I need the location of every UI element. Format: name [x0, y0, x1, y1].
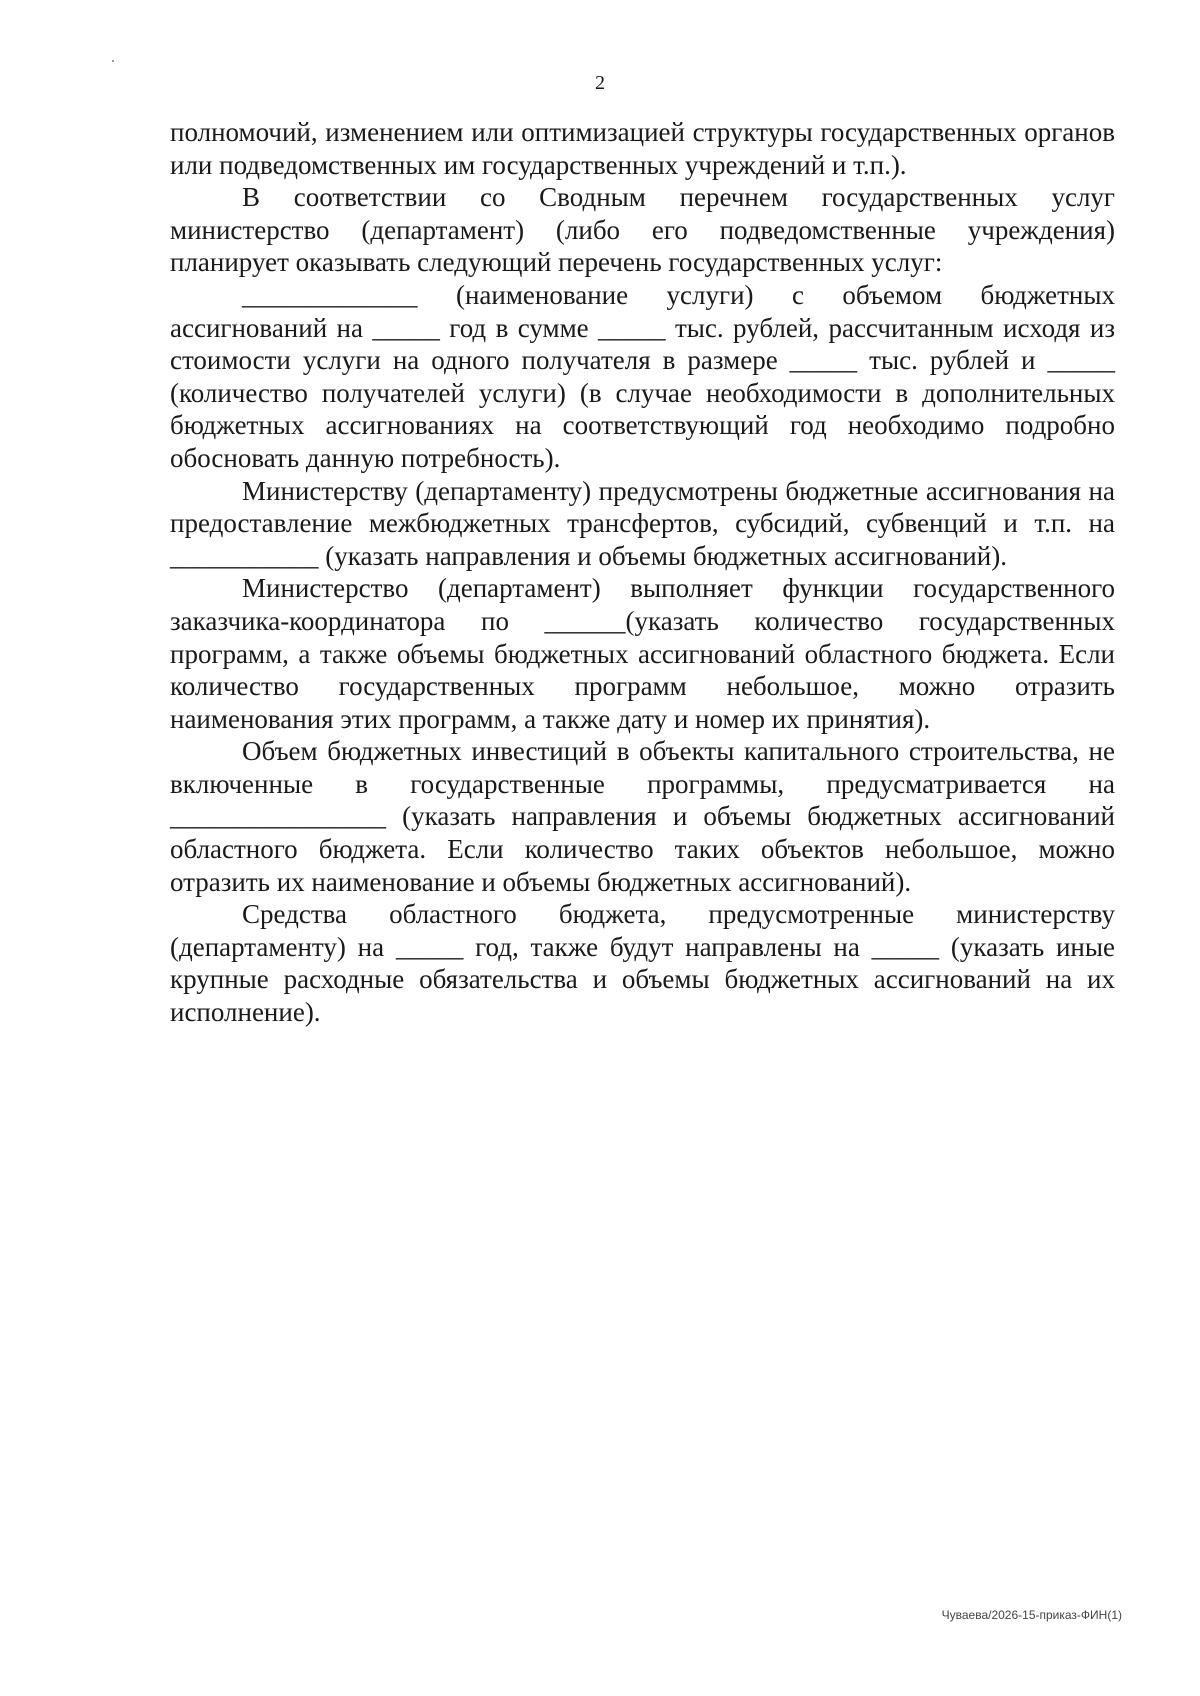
paragraph-interbudget-transfers: Министерству (департаменту) предусмотрены бюджетные ассигнования на предоставление межбюджетных трансфертов, субсидий, субвенций и т.п. на ___________ (указать направления и объемы бюджетных ассигнований).: [170, 475, 1115, 571]
paragraph-other-obligations: Средства областного бюджета, предусмотренные министерству (департаменту) на _____ год, также будут направлены на _____ (указать иные крупные расходные обязательства и объемы бюджетных ассигнований на их исполнение).: [170, 899, 1115, 1028]
page-number: 2: [595, 72, 605, 94]
document-body: [170, 116, 1115, 1029]
paragraph-services-list-intro: В соответствии со Сводным перечнем государственных услуг министерство (департамент) (либо его подведомственные учреждения) планирует оказывать следующий перечень государственных услуг:: [170, 182, 1115, 278]
paragraph-service-template: _____________ (наименование услуги) с объемом бюджетных ассигнований на _____ год в сумме _____ тыс. рублей, рассчитанным исходя из стоимости услуги на одного получателя в размере _____ тыс. рублей и _____ (количество получателей услуги) (в случае необходимости в дополнительных бюджетных ассигнованиях на соответствующий год необходимо подробно обосновать данную потребность).: [170, 279, 1115, 473]
paragraph-state-customer-coordinator: Министерство (департамент) выполняет функции государственного заказчика-координатора по ______(указать количество государственных программ, а также объемы бюджетных ассигнований областного бюджета. Если количество государственных программ небольшое, можно отразить наименования этих программ, а также дату и номер их принятия).: [170, 573, 1115, 734]
paragraph-capital-investments: Объем бюджетных инвестиций в объекты капитального строительства, не включенные в государственные программы, предусматривается на ________________ (указать направления и объемы бюджетных ассигнований областного бюджета. Если количество таких объектов небольшое, можно отразить их наименование и объемы бюджетных ассигнований).: [170, 736, 1115, 897]
paragraph-continuation: полномочий, изменением или оптимизацией структуры государственных органов или подведомственных им государственных учреждений и т.п.).: [170, 117, 1115, 180]
scan-artifact-dot: [112, 60, 114, 62]
footer-document-reference: Чуваева/2026-15-приказ-ФИН(1): [941, 1608, 1122, 1622]
